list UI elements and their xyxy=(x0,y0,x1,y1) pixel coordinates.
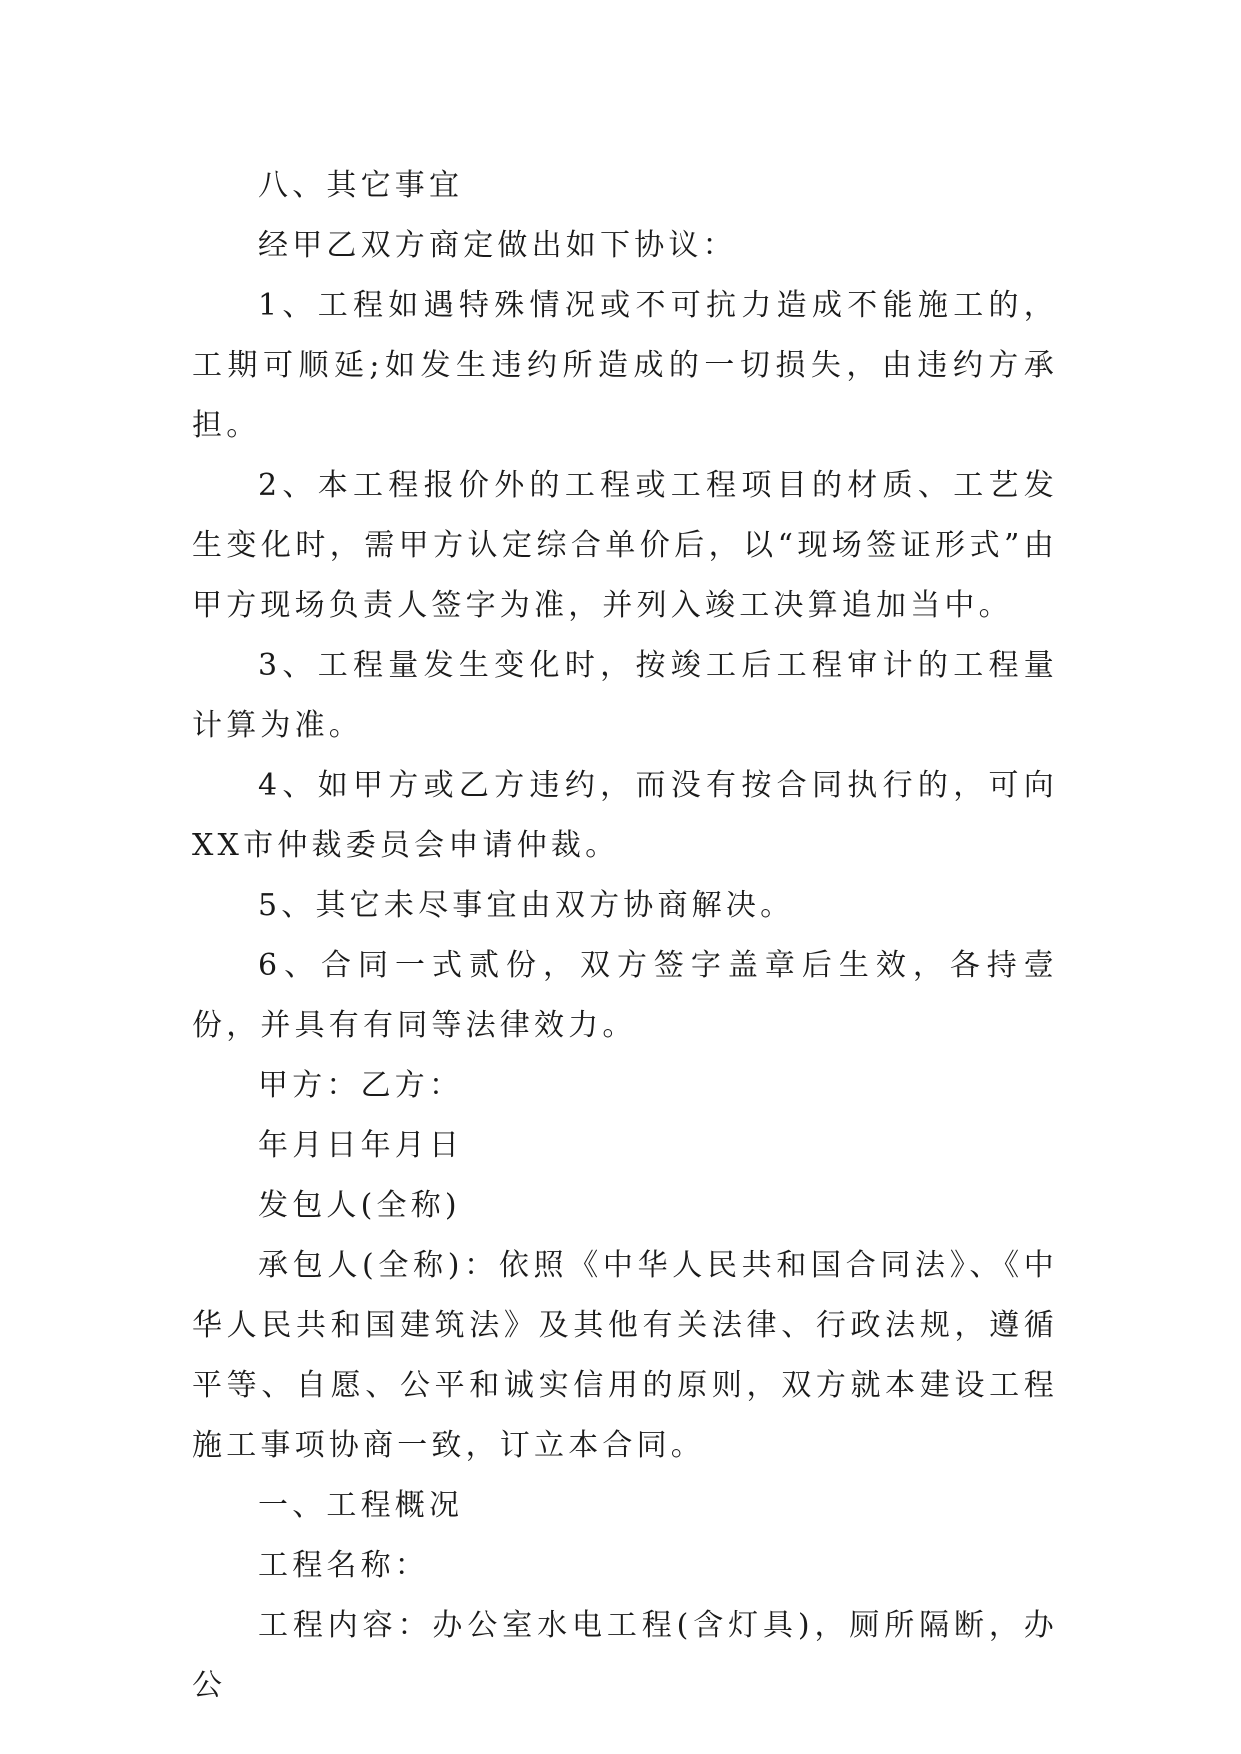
project-content-field: 工程内容：办公室水电工程(含灯具)，厕所隔断，办公 xyxy=(192,1608,1058,1703)
signature-dates: 年月日年月日 xyxy=(258,1128,464,1163)
project-name-field: 工程名称： xyxy=(258,1548,429,1583)
section-heading-project-overview: 一、工程概况 xyxy=(258,1488,464,1523)
employer-full-name: 发包人(全称) xyxy=(258,1188,461,1223)
clause-3: 3、工程量发生变化时，按竣工后工程审计的工程量计算为准。 xyxy=(192,648,1058,743)
signature-parties: 甲方：乙方： xyxy=(258,1068,464,1103)
document-body xyxy=(192,156,1058,1716)
clause-6: 6、合同一式贰份，双方签字盖章后生效，各持壹份，并具有有同等法律效力。 xyxy=(192,948,1058,1043)
clause-5: 5、其它未尽事宜由双方协商解决。 xyxy=(258,888,795,923)
section-heading-other-matters: 八、其它事宜 xyxy=(258,168,464,203)
clause-1: 1、工程如遇特殊情况或不可抗力造成不能施工的，工期可顺延;如发生违约所造成的一切损失，由违约方承担。 xyxy=(192,288,1058,443)
contractor-preamble: 承包人(全称)：依照《中华人民共和国合同法》、《中华人民共和国建筑法》及其他有关法律、行政法规，遵循平等、自愿、公平和诚实信用的原则，双方就本建设工程施工事项协商一致，订立本合同。 xyxy=(192,1248,1058,1463)
agreement-intro: 经甲乙双方商定做出如下协议： xyxy=(258,228,737,263)
clause-4: 4、如甲方或乙方违约，而没有按合同执行的，可向XX市仲裁委员会申请仲裁。 xyxy=(192,768,1058,863)
clause-2: 2、本工程报价外的工程或工程项目的材质、工艺发生变化时，需甲方认定综合单价后，以“现场签证形式”由甲方现场负责人签字为准，并列入竣工决算追加当中。 xyxy=(192,468,1058,623)
